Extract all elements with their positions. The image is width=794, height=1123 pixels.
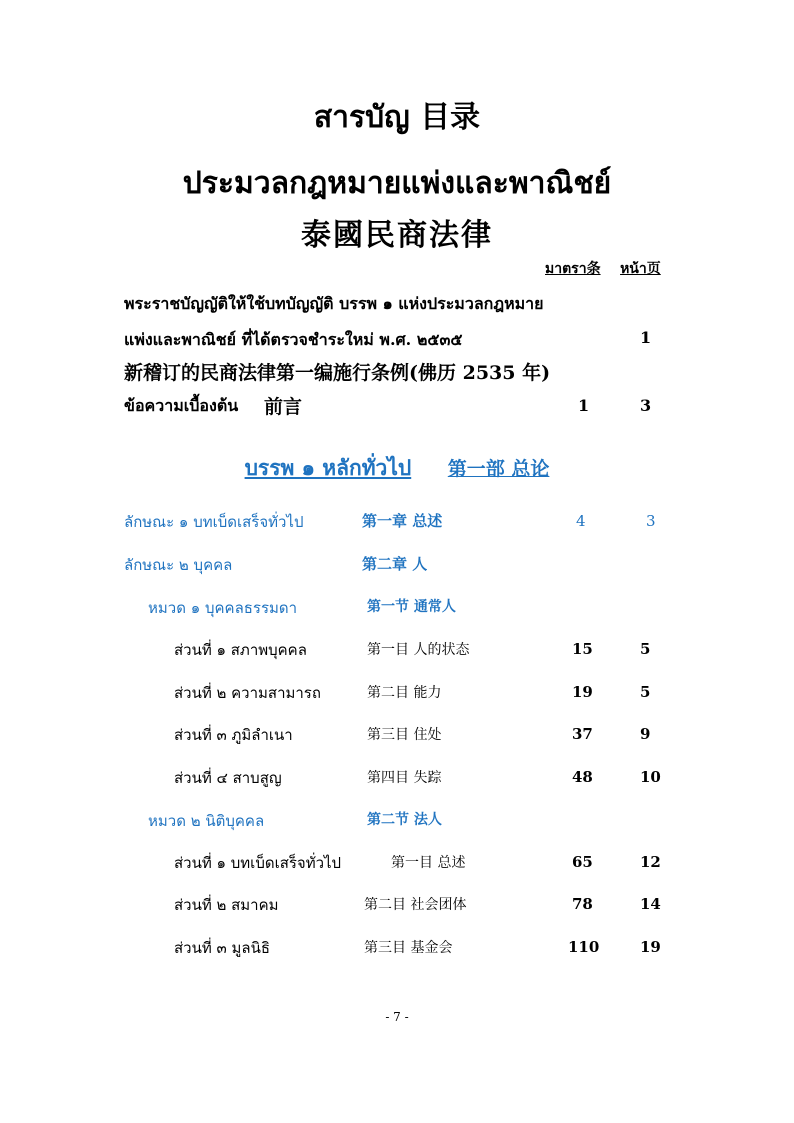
section-2-2-page: 14: [640, 895, 661, 913]
title-1-thai: ลักษณะ ๑ บทเบ็ดเสร็จทั่วไป: [124, 513, 304, 531]
section-1-3-article: 37: [572, 725, 593, 743]
intro-line-2: แพ่งและพาณิชย์ ที่ได้ตรวจชำระใหม่ พ.ศ. ๒๕๓๕: [124, 330, 463, 349]
section-2-3-page: 19: [640, 938, 661, 956]
part-thai: บรรพ ๑ หลักทั่วไป: [244, 455, 412, 480]
section-1-1-article: 15: [572, 640, 593, 658]
chapter-2-thai: หมวด ๒ นิติบุคคล: [148, 812, 265, 830]
part-chinese: 第一部 总论: [447, 458, 550, 480]
section-2-3-thai: ส่วนที่ ๓ มูลนิธิ: [174, 939, 270, 957]
toc-title: สารบัญ 目录: [313, 100, 481, 135]
chapter-1-chinese: 第一节 通常人: [367, 599, 456, 615]
intro-line-3: 新稽订的民商法律第一编施行条例(佛历 2535 年): [124, 362, 551, 384]
section-2-1-article: 65: [572, 853, 593, 871]
section-2-1-chinese: 第一目 总述: [391, 855, 466, 871]
section-1-4-article: 48: [572, 768, 593, 786]
title-1-chinese: 第一章 总述: [362, 512, 443, 530]
section-2-1-thai: ส่วนที่ ๑ บทเบ็ดเสร็จทั่วไป: [174, 854, 342, 872]
column-headers: [545, 258, 661, 280]
part-heading: [0, 452, 794, 485]
section-2-3-article: 110: [568, 938, 600, 956]
section-1-2-page: 5: [640, 683, 651, 701]
section-1-3-page: 9: [640, 725, 651, 743]
section-1-1-thai: ส่วนที่ ๑ สภาพบุคคล: [174, 641, 307, 659]
section-2-3-chinese: 第三目 基金会: [364, 940, 453, 956]
section-2-2-article: 78: [572, 895, 593, 913]
section-1-3-chinese: 第三目 住处: [367, 727, 442, 743]
section-1-3-thai: ส่วนที่ ๓ ภูมิลำเนา: [174, 726, 293, 744]
code-title-chinese: 泰國民商法律: [301, 218, 493, 253]
section-1-1-chinese: 第一目 人的状态: [367, 642, 470, 658]
preface-thai: ข้อความเบื้องต้น: [124, 396, 239, 415]
col-page-header: หน้า页: [620, 261, 661, 277]
page-number: - 7 -: [385, 1010, 409, 1024]
section-1-2-thai: ส่วนที่ ๒ ความสามารถ: [174, 684, 321, 702]
section-2-1-page: 12: [640, 853, 661, 871]
section-2-2-chinese: 第二目 社会团体: [364, 897, 467, 913]
preface-article: 1: [578, 396, 590, 415]
section-1-1-page: 5: [640, 640, 651, 658]
section-1-4-thai: ส่วนที่ ๔ สาบสูญ: [174, 769, 282, 787]
preface-chinese: 前言: [264, 396, 303, 418]
title-1-article: 4: [576, 512, 586, 530]
chapter-2-chinese: 第二节 法人: [367, 812, 442, 828]
section-1-4-page: 10: [640, 768, 661, 786]
col-article-header: มาตรา条: [545, 261, 601, 277]
code-title-thai: ประมวลกฎหมายแพ่งและพาณิชย์: [182, 166, 612, 201]
section-1-4-chinese: 第四目 失踪: [367, 770, 442, 786]
section-1-2-chinese: 第二目 能力: [367, 685, 442, 701]
preface-page: 3: [640, 396, 652, 415]
title-2-thai: ลักษณะ ๒ บุคคล: [124, 556, 233, 574]
chapter-1-thai: หมวด ๑ บุคคลธรรมดา: [148, 599, 298, 617]
intro-line-2-page: 1: [640, 328, 652, 347]
intro-line-1: พระราชบัญญัติให้ใช้บทบัญญัติ บรรพ ๑ แห่งประมวลกฎหมาย: [124, 294, 544, 313]
section-1-2-article: 19: [572, 683, 593, 701]
section-2-2-thai: ส่วนที่ ๒ สมาคม: [174, 896, 279, 914]
title-2-chinese: 第二章 人: [362, 555, 428, 573]
title-1-page: 3: [646, 512, 656, 530]
